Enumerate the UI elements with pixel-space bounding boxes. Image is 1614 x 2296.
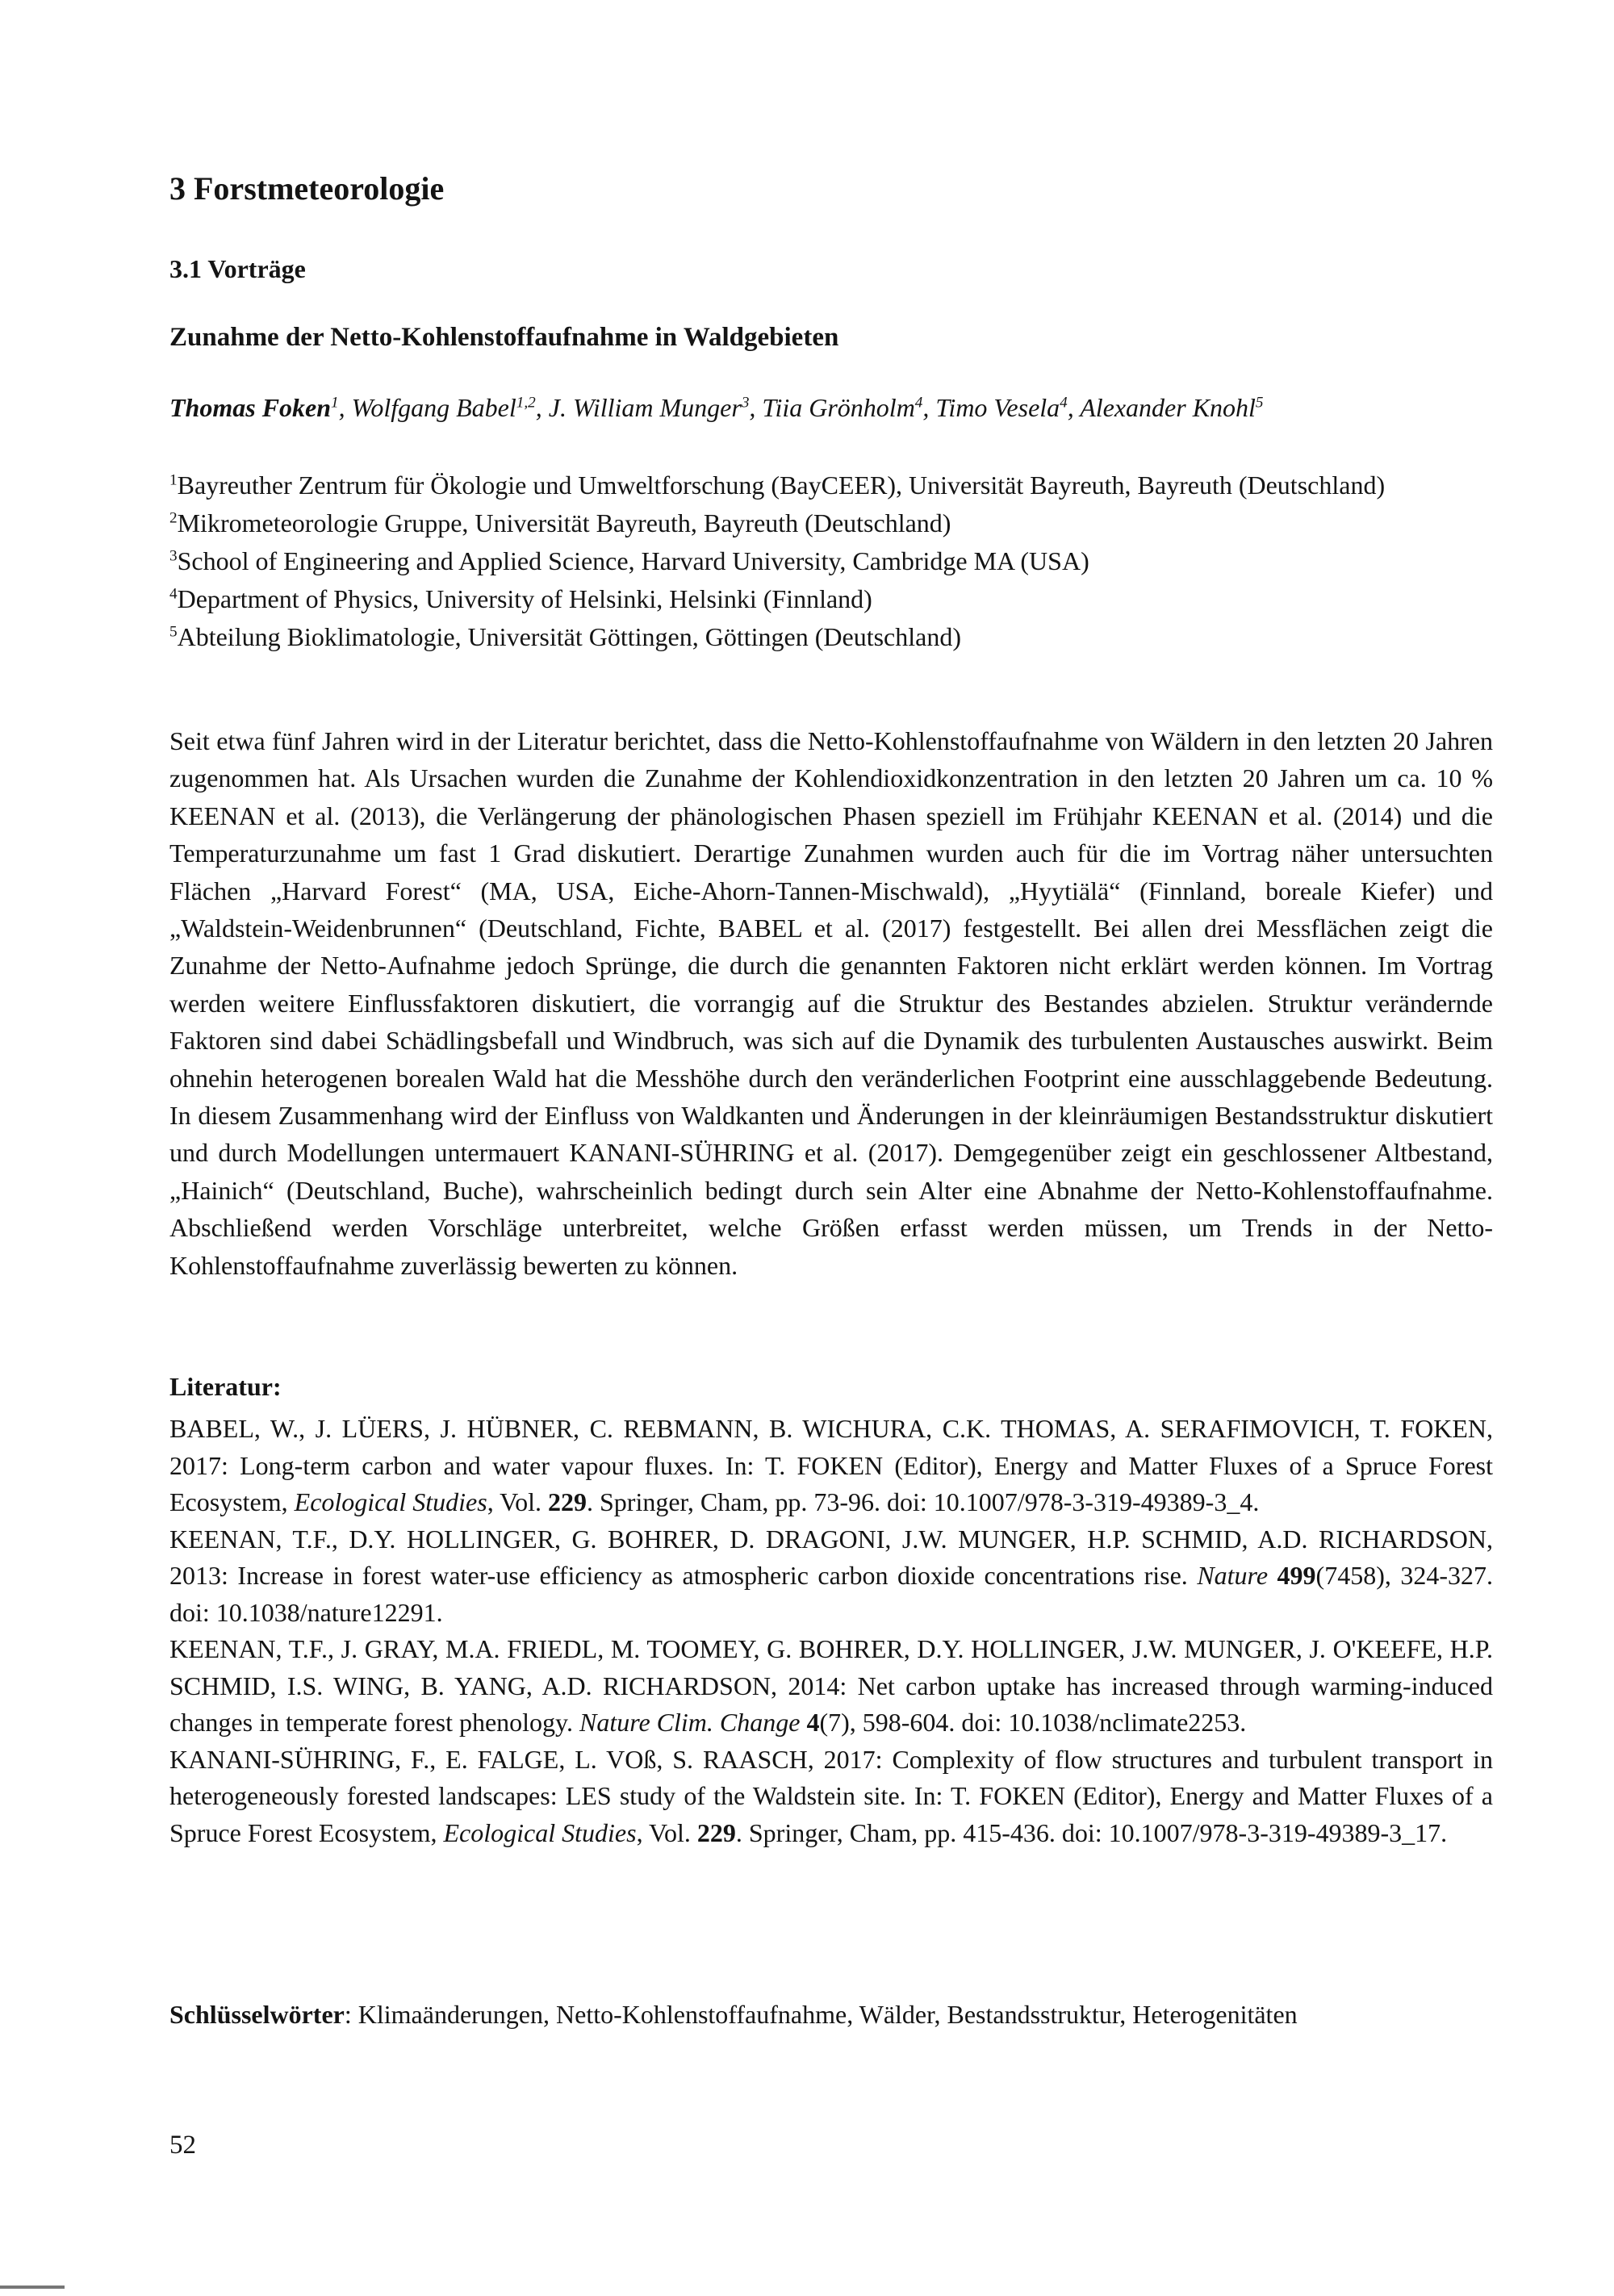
volume-number: 499 [1277,1561,1316,1590]
subsection-title: 3.1 Vorträge [169,254,306,283]
author-affiliation-index: 4 [1060,394,1068,412]
affiliation-list [169,466,1493,656]
volume-number: 4 [806,1708,820,1737]
author-name: Wolfgang Babel [351,393,516,422]
journal-name: Nature [1197,1561,1269,1590]
affiliation: $^4$Department of Physics, University of Helsinki, Helsinki (Finnland) [169,584,872,613]
reference-entry: KANANI-SÜHRING, F., E. FALGE, L. VOß, S. RAASCH, 2017: Complexity of flow structures and turbulent transport in heterogeneously forested landscapes: LES study of the Waldstein site. In: T. FOKEN (Editor), Energy and Matter Fluxes of a Spruce Forest Ecosystem, Ecological Studies, Vol. 229. Springer, Cham, pp. 415-436. doi: 10.1007/978-3-319-49389-3_17. [169,1744,1493,1847]
reference-entry: KEENAN, T.F., J. GRAY, M.A. FRIEDL, M. TOOMEY, G. BOHRER, D.Y. HOLLINGER, J.W. MUNGER, J. O'KEEFE, H.P. SCHMID, I.S. WING, B. YANG, A.D. RICHARDSON, 2014: Net carbon uptake has increased through warming-induced changes in temperate forest phenology. Nature Clim. Change 4(7), 598-604. doi: 10.1038/nclimate2253. [169,1634,1493,1737]
section-title: 3 Forstmeteorologie [169,170,445,207]
reference-entry: BABEL, W., J. LÜERS, J. HÜBNER, C. REBMANN, B. WICHURA, C.K. THOMAS, A. SERAFIMOVICH, T. FOKEN, 2017: Long-term carbon and water vapour fluxes. In: T. FOKEN (Editor), Energy and Matter Fluxes of a Spruce Forest Ecosystem, Ecological Studies, Vol. 229. Springer, Cham, pp. 73-96. doi: 10.1007/978-3-319-49389-3_4. [169,1414,1493,1516]
affiliation: $^1$Bayreuther Zentrum für Ökologie und Umweltforschung (BayCEER), Universität Bayreuth, Bayreuth (Deutschland) [169,470,1386,500]
journal-name: Ecological Studies [294,1487,487,1516]
author-name: Thomas Foken [169,393,332,422]
author-name: Timo Vesela [935,393,1060,422]
paper-title: Zunahme der Netto-Kohlenstoffaufnahme in Waldgebieten [169,323,839,352]
keywords [169,2000,1493,2030]
journal-name: Ecological Studies [443,1817,637,1847]
keywords-label: Schlüsselwörter [169,2000,345,2029]
author-name: J. William Munger [548,393,742,422]
author-name: Alexander Knohl [1080,393,1256,422]
volume-number: 229 [548,1487,587,1516]
author-affiliation-index: 1 [331,394,339,412]
author-affiliation-index: 1,2 [516,394,536,412]
affiliation: $^5$Abteilung Bioklimatologie, Universität Göttingen, Göttingen (Deutschland) [169,622,961,651]
affiliation: $^3$School of Engineering and Applied Science, Harvard University, Cambridge MA (USA) [169,546,1089,575]
volume-number: 229 [696,1817,736,1847]
author-name: Tiia Grönholm [762,393,915,422]
author-affiliation-index: 5 [1255,394,1264,412]
author-affiliation-index: 4 [914,394,923,412]
literature-heading: Literatur: [169,1372,282,1401]
page-number: 52 [169,2131,196,2160]
author-list: Thomas Foken$^1$, Wolfgang Babel$^{1,2}$, J. William Munger$^3$, Tiia Grönholm$^4$, Timo Vesela$^4$, Alexander Knohl$^5$ [169,393,1264,422]
journal-name: Nature Clim. Change [579,1708,801,1737]
abstract-body: Seit etwa fünf Jahren wird in der Literatur berichtet, dass die Netto-Kohlenstoffaufnahme von Wäldern in den letzten 20 Jahren zugenommen hat. Als Ursachen wurden die Zunahme der Kohlendioxidkonzentration in den letzten 20 Jahren um ca. 10 % KEENAN et al. (2013), die Verlängerung der phänologischen Phasen speziell im Frühjahr KEENAN et al. (2014) und die Temperaturzunahme um fast 1 Grad diskutiert. Derartige Zunahmen wurden auch für die im Vortrag näher untersuchten Flächen „Harvard Forest“ (MA, USA, Eiche-Ahorn-Tannen-Mischwald), „Hyytiälä“ (Finnland, boreale Kiefer) und „Waldstein-Weidenbrunnen“ (Deutschland, Fichte, BABEL et al. (2017) festgestellt. Bei allen drei Messflächen zeigt die Zunahme der Netto-Aufnahme jedoch Sprünge, die durch die genannten Faktoren nicht erklärt werden können. Im Vortrag werden weitere Einflussfaktoren diskutiert, die vorrangig auf die Struktur des Bestandes abzielen. Struktur verändernde Faktoren sind dabei Schädlingsbefall und Windbruch, was sich auf die Dynamik des turbulenten Austausches auswirkt. Beim ohnehin heterogenen borealen Wald hat die Messhöhe durch den veränderlichen Footprint eine ausschlaggebende Bedeutung. In diesem Zusammenhang wird der Einfluss von Waldkanten und Änderungen in der kleinräumigen Bestandsstruktur diskutiert und durch Modellungen untermauert KANANI-SÜHRING et al. (2017). Demgegenüber zeigt ein geschlossener Altbestand, „Hainich“ (Deutschland, Buche), wahrscheinlich bedingt durch sein Alter eine Abnahme der Netto-Kohlenstoffaufnahme. Abschließend werden Vorschläge unterbreitet, welche Größen erfasst werden müssen, um Trends in der Netto-Kohlenstoffaufnahme zuverlässig bewerten zu können. [169,726,1493,1280]
reference-entry: KEENAN, T.F., D.Y. HOLLINGER, G. BOHRER, D. DRAGONI, J.W. MUNGER, H.P. SCHMID, A.D. RICHARDSON, 2013: Increase in forest water-use efficiency as atmospheric carbon dioxide concentrations rise. Nature 499(7458), 324-327. doi: 10.1038/nature12291. [169,1524,1494,1627]
affiliation: $^2$Mikrometeorologie Gruppe, Universität Bayreuth, Bayreuth (Deutschland) [169,508,951,537]
author-affiliation-index: 3 [741,394,750,412]
scan-edge-mark [0,2286,65,2289]
keywords-text: : Klimaänderungen, Netto-Kohlenstoffaufnahme, Wälder, Bestandsstruktur, Heterogenitäten [344,2000,1298,2029]
reference-list [169,1411,1493,1851]
